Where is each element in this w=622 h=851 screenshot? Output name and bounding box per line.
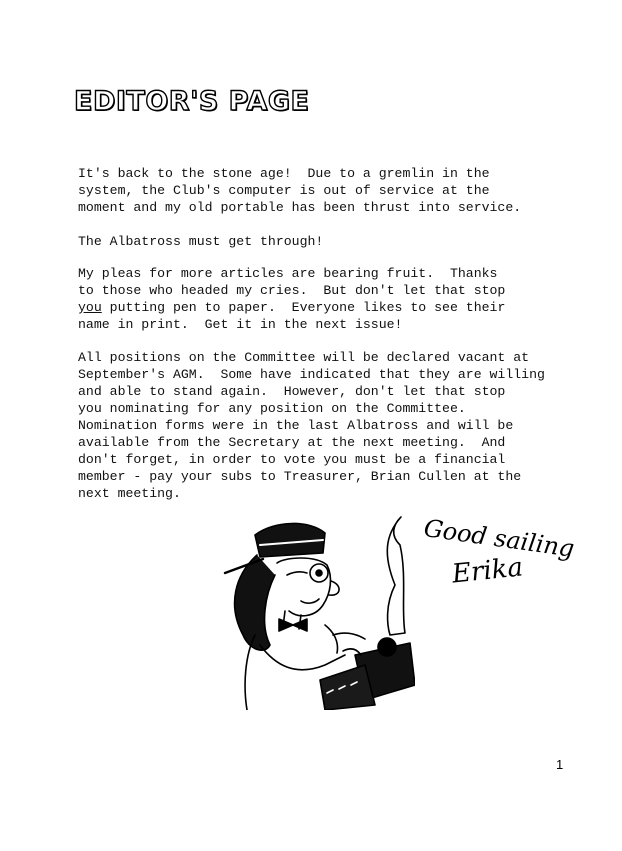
paragraph-committee: All positions on the Committee will be declared vacant at September's AGM. Some have indicated that they are willing and able to stand again. However, don't let that stop you nominating for any position on the Committee. Nomination forms were in the last Albatross and will be available from the Secretary at the next meeting. And don't forget, in order to vote you must be a financial member - pay your subs to Treasurer, Brian Cullen at the next meeting.: [78, 350, 545, 501]
articles-text-end: putting pen to paper. Everyone likes to see their name in print. Get it in the next issue!: [78, 300, 506, 332]
signoff-good-sailing: Good sailing: [422, 514, 577, 563]
paragraph-articles: [78, 265, 598, 333]
signoff-signature: Erika: [450, 552, 525, 590]
paper-sheet: [387, 517, 405, 635]
page-title: EDITOR'S PAGE: [74, 86, 310, 117]
paragraph-albatross: The Albatross must get through!: [78, 234, 324, 249]
underlined-you: you: [78, 300, 102, 315]
articles-text-start: My pleas for more articles are bearing fruit. Thanks to those who headed my cries. But don't let that stop: [78, 266, 506, 298]
page-number: 1: [556, 757, 564, 772]
paragraph-stone-age: It's back to the stone age! Due to a gremlin in the system, the Club's computer is out of service at the moment and my old portable has been thrust into service.: [78, 166, 522, 215]
typist-cartoon: [215, 515, 415, 710]
